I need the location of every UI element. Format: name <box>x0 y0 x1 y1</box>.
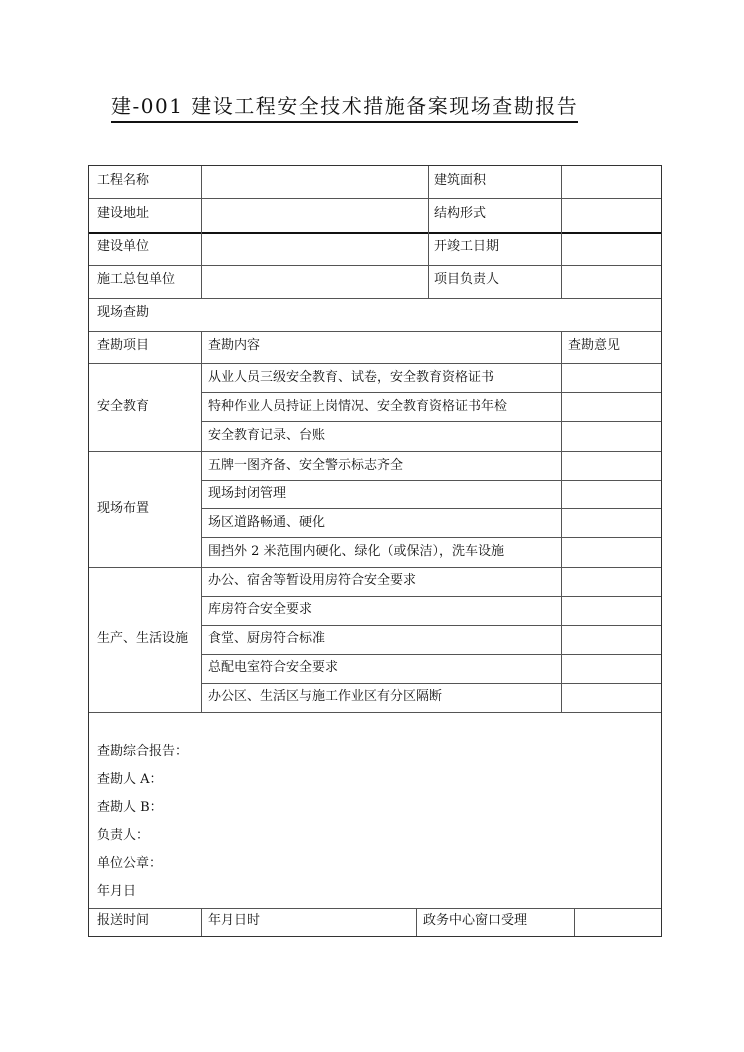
check-item: 办公区、生活区与施工作业区有分区隔断 <box>208 689 443 704</box>
date-label: 年月日 <box>97 884 137 899</box>
send-time-label: 报送时间 <box>97 913 150 928</box>
window-acceptance-label: 政务中心窗口受理 <box>423 913 528 928</box>
building-area-label: 建筑面积 <box>434 173 487 188</box>
check-item: 从业人员三级安全教育、试卷，安全教育资格证书 <box>208 370 495 385</box>
check-item: 围挡外 2 米范围内硬化、绿化（或保洁），洗车设施 <box>208 544 505 559</box>
check-item: 库房符合安全要求 <box>208 602 313 617</box>
address-label: 建设地址 <box>97 206 150 221</box>
start-end-date-label: 开竣工日期 <box>434 239 500 254</box>
check-item: 食堂、厨房符合标准 <box>208 631 326 646</box>
page-title: 建-001 建设工程安全技术措施备案现场查勘报告 <box>111 92 578 123</box>
owner-unit-label: 建设单位 <box>97 239 150 254</box>
check-item: 办公、宿舍等暂设用房符合安全要求 <box>208 573 417 588</box>
seal-label: 单位公章： <box>97 856 163 871</box>
group-name: 生产、生活设施 <box>97 631 189 646</box>
check-item: 特种作业人员持证上岗情况、安全教育资格证书年检 <box>208 399 508 414</box>
check-item: 现场封闭管理 <box>208 486 287 501</box>
group-name: 安全教育 <box>97 399 150 414</box>
project-manager-label: 项目负责人 <box>434 272 500 287</box>
send-time-value: 年月日时 <box>208 913 261 928</box>
project-name-label: 工程名称 <box>97 173 150 188</box>
summary-report-label: 查勘综合报告： <box>97 744 189 759</box>
group-name: 现场布置 <box>97 501 150 516</box>
check-item: 安全教育记录、台账 <box>208 428 326 443</box>
header-opinion: 查勘意见 <box>568 338 621 353</box>
header-content: 查勘内容 <box>208 338 261 353</box>
inspector-b-label: 查勘人 B： <box>97 800 163 815</box>
check-item: 总配电室符合安全要求 <box>208 660 339 675</box>
check-item: 五牌一图齐备、安全警示标志齐全 <box>208 458 404 473</box>
general-contractor-label: 施工总包单位 <box>97 272 176 287</box>
header-item: 查勘项目 <box>97 338 150 353</box>
inspector-a-label: 查勘人 A： <box>97 772 163 787</box>
responsible-label: 负责人： <box>97 828 150 843</box>
survey-section-label: 现场查勘 <box>97 305 150 320</box>
structure-label: 结构形式 <box>434 206 487 221</box>
check-item: 场区道路畅通、硬化 <box>208 515 326 530</box>
survey-report-table <box>88 165 662 937</box>
